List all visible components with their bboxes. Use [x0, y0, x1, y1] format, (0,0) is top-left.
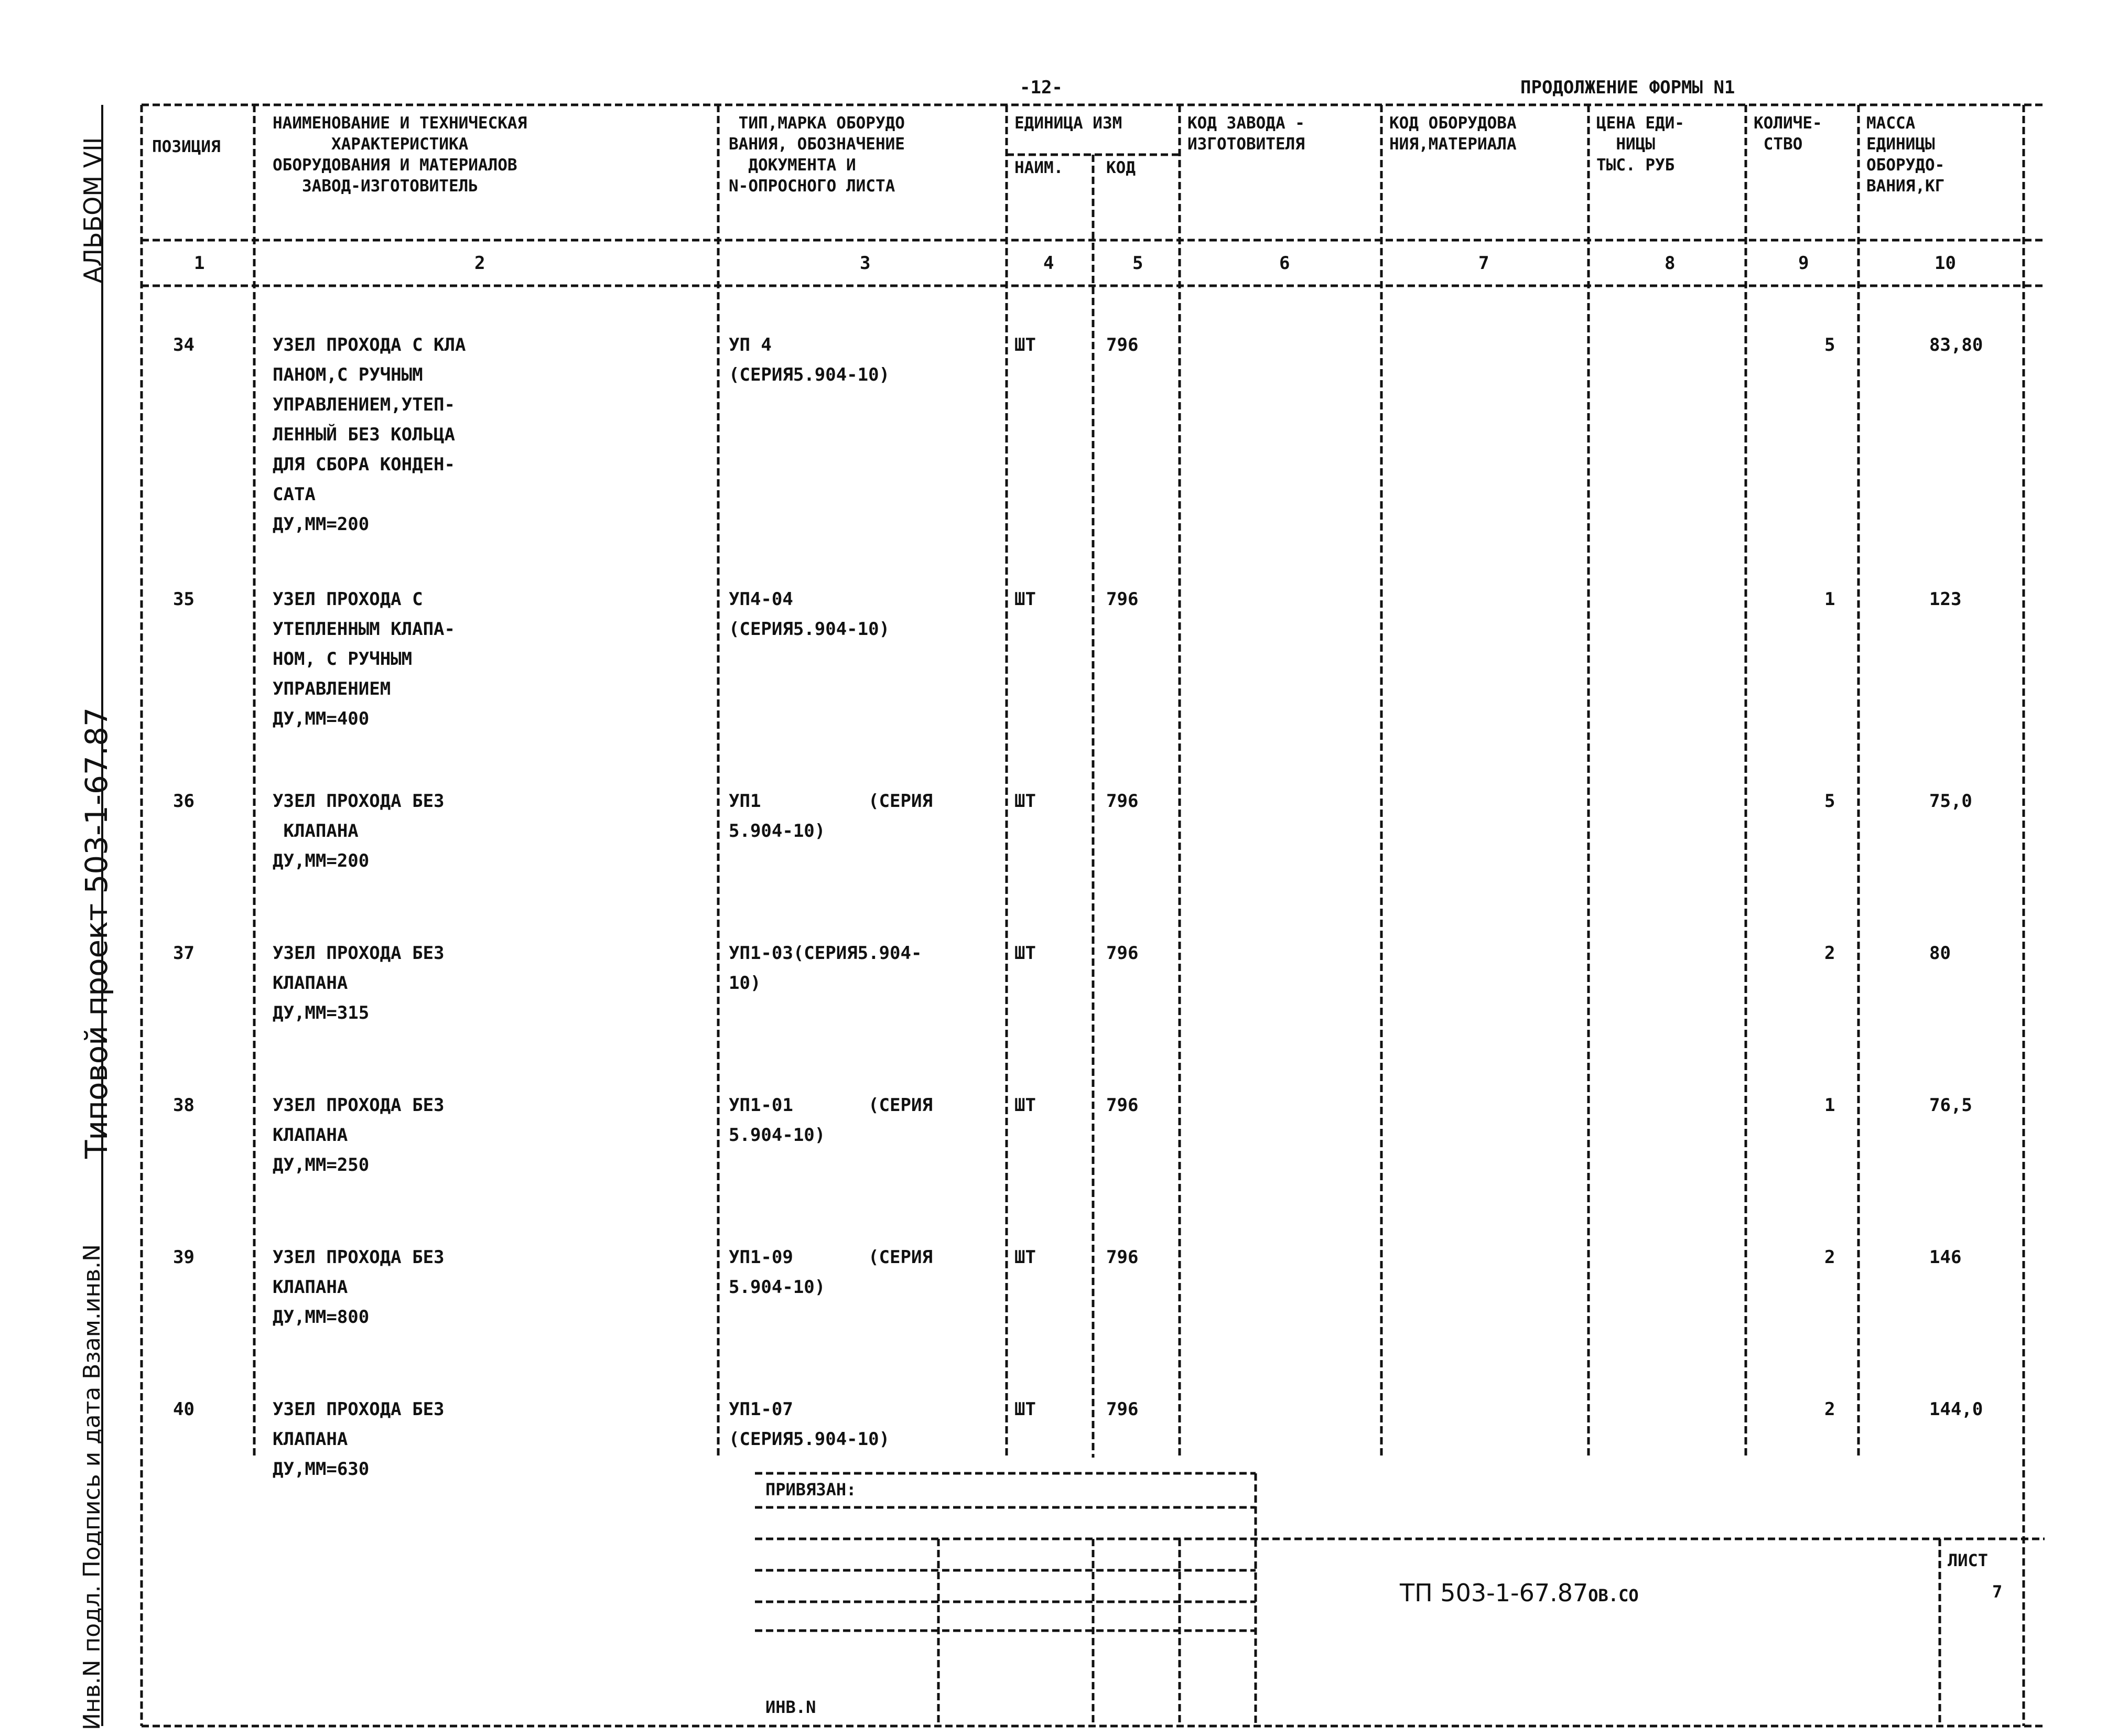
row-type: УП1-07 (СЕРИЯ5.904-10) — [729, 1399, 890, 1450]
row-mass: 146 — [1929, 1247, 1962, 1268]
approval-stamps: Инв.N подл. Подпись и дата Взам.инв.N — [79, 1244, 105, 1730]
column-number-6: 6 — [1279, 253, 1290, 274]
header-unit-price: ЦЕНА ЕДИ- НИЦЫ ТЫС. РУБ — [1596, 114, 1684, 175]
row-position: 34 — [173, 335, 195, 355]
row-position: 36 — [173, 791, 195, 812]
row-mass: 123 — [1929, 589, 1962, 610]
row-unit: ШТ — [1014, 335, 1036, 355]
row-quantity: 5 — [1824, 791, 1835, 812]
row-quantity: 2 — [1824, 943, 1835, 964]
row-unit-code: 796 — [1106, 791, 1139, 812]
row-quantity: 5 — [1824, 335, 1835, 355]
row-type: УП1-03(СЕРИЯ5.904- 10) — [729, 943, 922, 994]
header-unit-code: КОД — [1106, 158, 1136, 177]
row-type: УП1 (СЕРИЯ 5.904-10) — [729, 791, 933, 842]
row-name: УЗЕЛ ПРОХОДА С УТЕПЛЕННЫМ КЛАПА- НОМ, С РУЧНЫМ УПРАВЛЕНИЕМ ДУ,ММ=400 — [273, 589, 455, 729]
column-number-10: 10 — [1935, 253, 1956, 274]
column-number-5: 5 — [1132, 253, 1143, 274]
continuation-label: ПРОДОЛЖЕНИЕ ФОРМЫ N1 — [1520, 77, 1735, 98]
sheet-number: 7 — [1992, 1582, 2003, 1602]
row-name: УЗЕЛ ПРОХОДА БЕЗ КЛАПАНА ДУ,ММ=250 — [273, 1095, 445, 1176]
header-factory-code: КОД ЗАВОДА - ИЗГОТОВИТЕЛЯ — [1187, 114, 1305, 154]
row-position: 39 — [173, 1247, 195, 1268]
row-unit: ШТ — [1014, 1247, 1036, 1268]
row-quantity: 2 — [1824, 1247, 1835, 1268]
column-number-4: 4 — [1043, 253, 1054, 274]
column-number-2: 2 — [474, 253, 485, 274]
row-position: 35 — [173, 589, 195, 610]
row-unit-code: 796 — [1106, 1399, 1139, 1420]
row-unit: ШТ — [1014, 1399, 1036, 1420]
row-position: 37 — [173, 943, 195, 964]
sheet-label: ЛИСТ — [1948, 1550, 1989, 1570]
column-number-3: 3 — [860, 253, 871, 274]
column-number-1: 1 — [194, 253, 205, 274]
row-unit-code: 796 — [1106, 335, 1139, 355]
project-label: Типовой проект 503-1-67.87 — [79, 707, 114, 1159]
row-position: 38 — [173, 1095, 195, 1116]
inventory-number-label: ИНВ.N — [765, 1697, 816, 1717]
document-code-main: ТП 503-1-67.87 — [1400, 1579, 1589, 1607]
header-name: НАИМЕНОВАНИЕ И ТЕХНИЧЕСКАЯ ХАРАКТЕРИСТИКА ОБОРУДОВАНИЯ И МАТЕРИАЛОВ ЗАВОД-ИЗГОТОВИТЕЛЬ — [273, 114, 527, 196]
document-code-suffix: ОВ.СО — [1588, 1586, 1639, 1605]
row-name: УЗЕЛ ПРОХОДА БЕЗ КЛАПАНА ДУ,ММ=800 — [273, 1247, 445, 1328]
page-number: -12- — [1020, 77, 1063, 98]
row-position: 40 — [173, 1399, 195, 1420]
document-code — [1400, 1581, 1639, 1605]
row-name: УЗЕЛ ПРОХОДА БЕЗ КЛАПАНА ДУ,ММ=630 — [273, 1399, 445, 1480]
row-unit-code: 796 — [1106, 1247, 1139, 1268]
header-unit: ЕДИНИЦА ИЗМ — [1014, 114, 1122, 133]
row-type: УП1-01 (СЕРИЯ 5.904-10) — [729, 1095, 933, 1146]
row-unit-code: 796 — [1106, 943, 1139, 964]
row-mass: 75,0 — [1929, 791, 1972, 812]
row-mass: 83,80 — [1929, 335, 1983, 355]
row-type: УП4-04 (СЕРИЯ5.904-10) — [729, 589, 890, 640]
header-mass: МАССА ЕДИНИЦЫ ОБОРУДО- ВАНИЯ,КГ — [1866, 114, 1945, 196]
row-mass: 80 — [1929, 943, 1951, 964]
row-mass: 76,5 — [1929, 1095, 1972, 1116]
row-quantity: 2 — [1824, 1399, 1835, 1420]
row-unit: ШТ — [1014, 943, 1036, 964]
row-name: УЗЕЛ ПРОХОДА С КЛА ПАНОМ,С РУЧНЫМ УПРАВЛЕНИЕМ,УТЕП- ЛЕННЫЙ БЕЗ КОЛЬЦА ДЛЯ СБОРА КОНДЕН- САТА ДУ,ММ=200 — [273, 335, 466, 535]
row-quantity: 1 — [1824, 1095, 1835, 1116]
header-quantity: КОЛИЧЕ- СТВО — [1754, 114, 1822, 154]
header-equipment-code: КОД ОБОРУДОВА НИЯ,МАТЕРИАЛА — [1389, 114, 1517, 154]
row-mass: 144,0 — [1929, 1399, 1983, 1420]
header-unit-name: НАИМ. — [1014, 158, 1064, 177]
row-unit-code: 796 — [1106, 1095, 1139, 1116]
row-unit-code: 796 — [1106, 589, 1139, 610]
album-label: АЛЬБОМ VII — [79, 137, 107, 283]
row-quantity: 1 — [1824, 589, 1835, 610]
row-type: УП1-09 (СЕРИЯ 5.904-10) — [729, 1247, 933, 1298]
bound-label: ПРИВЯЗАН: — [765, 1480, 857, 1500]
header-type: ТИП,МАРКА ОБОРУДО ВАНИЯ, ОБОЗНАЧЕНИЕ ДОКУМЕНТА И N-ОПРОСНОГО ЛИСТА — [729, 114, 905, 196]
row-unit: ШТ — [1014, 589, 1036, 610]
row-name: УЗЕЛ ПРОХОДА БЕЗ КЛАПАНА ДУ,ММ=315 — [273, 943, 445, 1023]
column-number-7: 7 — [1478, 253, 1489, 274]
row-type: УП 4 (СЕРИЯ5.904-10) — [729, 335, 890, 385]
row-name: УЗЕЛ ПРОХОДА БЕЗ КЛАПАНА ДУ,ММ=200 — [273, 791, 445, 871]
row-unit: ШТ — [1014, 1095, 1036, 1116]
column-number-9: 9 — [1798, 253, 1809, 274]
row-unit: ШТ — [1014, 791, 1036, 812]
header-position: ПОЗИЦИЯ — [152, 137, 221, 156]
column-number-8: 8 — [1665, 253, 1676, 274]
